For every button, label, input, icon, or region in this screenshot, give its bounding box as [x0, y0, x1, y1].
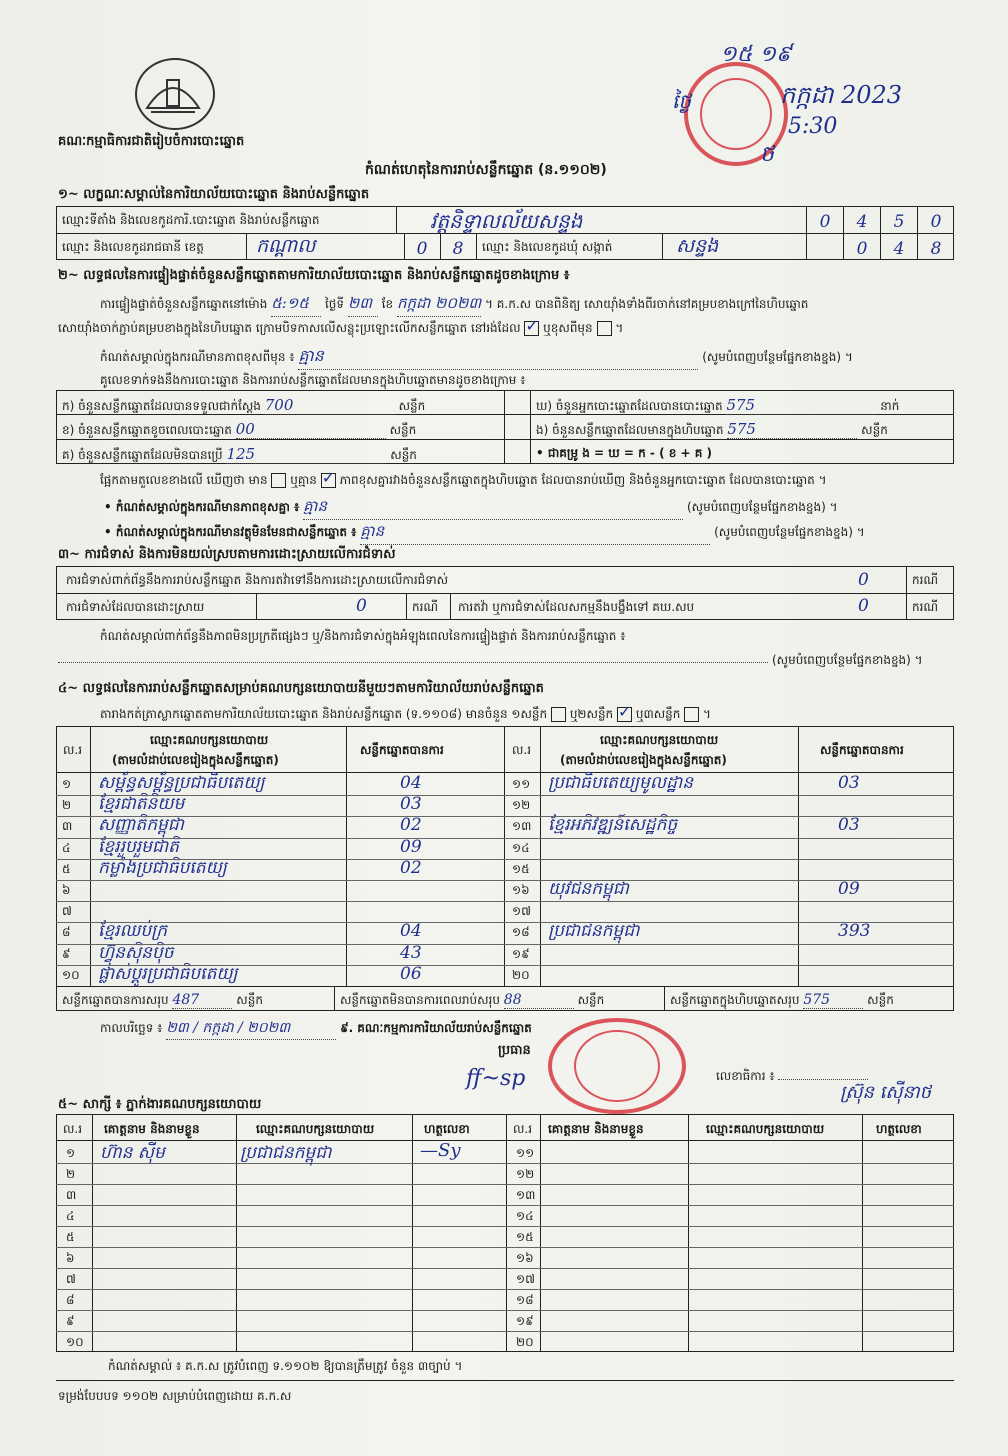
office-value: វត្តនិទ្ទាលល័យសន្ទង — [430, 209, 583, 233]
verify-line-2: សោយ៉ាំងចាក់ភ្ជាប់គម្របខាងក្នុងនៃហិបឆ្នោត ក្រោមបិទកាសលើសន្លុះប្រឡោះលើកសន្លឹកឆ្នោត នៅរង់ដែល ✓ ឬខុសពីមុន ។ — [58, 320, 623, 338]
result-row-votes: 393 — [838, 921, 871, 941]
witness-row-no: ៤ — [66, 1209, 75, 1223]
office-code-digit: 0 — [930, 212, 942, 232]
count-e: ង) ចំនួនសន្លឹកឆ្នោតដែលមានក្នុងហិបឆ្នោត 575 សន្លឹក — [536, 420, 888, 438]
col-party-sub: (តាមលំដាប់លេខរៀងក្នុងសន្លឹកឆ្នោត) — [112, 753, 279, 767]
office-code-digit: 5 — [893, 212, 905, 232]
result-row-no: ១៦ — [512, 883, 530, 897]
section2-title: ២~ លទ្ធផលនៃការផ្ទៀងផ្ទាត់ចំនួនសន្លឹកឆ្នោតតាមការិយាល័យបោះឆ្នោត និងរាប់សន្លឹកឆ្នោតដូចខាងក្រោម ៖ — [58, 268, 570, 283]
office-label: ឈ្មោះទីតាំង និងលេខកូដការិ.បោះឆ្នោត និងរាប់សន្លឹកឆ្នោត — [62, 213, 320, 227]
total-invalid: សន្លឹកឆ្នោតមិនបានការពេលរាប់សរុប 88 សន្លឹក — [340, 992, 605, 1008]
hint: (សូមបំពេញបន្ថែមផ្នែកខាងខ្នង) ។ — [772, 653, 923, 667]
witness-row-no: ៨ — [66, 1293, 75, 1307]
counts-intro: គូលេខទាក់ទងនឹងការបោះឆ្នោត និងការរាប់សន្លឹកឆ្នោតដែលមានក្នុងហិបឆ្នោតមានដូចខាងក្រោម ៖ — [100, 373, 526, 387]
result-row-no: ១៤ — [512, 841, 530, 855]
witness-row-no: ១៧ — [516, 1272, 535, 1286]
result-row-party: ខ្មែរអភិវឌ្ឍន៍សេដ្ឋកិច្ច — [548, 815, 678, 835]
date-line: កាលបរិច្ឆេទ ៖ ២៣ / កក្កដា / ២០២៣ ៩. គណៈកម្មការការិយាល័យរាប់សន្លឹកឆ្នោត — [100, 1018, 532, 1040]
witness-row-no: ៩ — [66, 1314, 75, 1328]
footer-note: កំណត់សម្គាល់ ៖ គ.ក.ស ត្រូវបំពេញ ទ.១១០២ ឱ្យបានត្រឹមត្រូវ ចំនួន ៣ច្បាប់ ។ — [108, 1359, 463, 1373]
witness-row-no: ១៣ — [516, 1188, 536, 1202]
unit-label: ករណី — [912, 573, 939, 587]
col-party: ឈ្មោះគណបក្សនយោបាយ — [600, 733, 719, 747]
result-row-party: ខ្មែរឈប់ក្រ — [98, 921, 167, 941]
stamp-handwriting-4: 5:30 — [788, 114, 838, 139]
province-code-digit: 0 — [416, 239, 428, 259]
witness-col-party: ឈ្មោះគណបក្សនយោបាយ — [706, 1122, 825, 1136]
chair-signature: ff~sp — [466, 1066, 526, 1091]
date-value: ២៣ / កក្កដា / ២០២៣ — [166, 1018, 336, 1040]
result-row-no: ១៧ — [512, 904, 531, 918]
agency-name: គណៈកម្មាធិការជាតិរៀបចំការបោះឆ្នោត — [58, 134, 245, 149]
result-row-no: ៩ — [62, 947, 71, 961]
result-row-votes: 04 — [400, 773, 422, 793]
nec-logo — [135, 58, 215, 130]
form-title: កំណត់ហេតុនៃការរាប់សន្លឹកឆ្នោត (ន.១១០២) — [365, 162, 607, 178]
bullet-foreign-object: • កំណត់សម្គាល់ក្នុងករណីមានវត្ថុមិនមែនជាសន្លឹកឆ្នោត ៖ គ្មាន (សូមបំពេញបន្ថែមផ្នែកខាងខ្នង) ។ — [104, 522, 865, 545]
result-row-no: ១៩ — [512, 947, 530, 961]
result-row-party: ខ្មែររួបរួមជាតិ — [98, 837, 179, 857]
witness-row-no: ១៨ — [516, 1293, 534, 1307]
witness-row-no: ២០ — [516, 1335, 534, 1349]
col-party: ឈ្មោះគណបក្សនយោបាយ — [150, 733, 269, 747]
result-row-votes: 02 — [400, 858, 422, 878]
result-row-party: ហ៊្វុនស៊ិនប៉ិច — [98, 943, 174, 963]
witness-col-name: គោត្តនាម និងនាមខ្លួន — [104, 1122, 200, 1136]
result-row-no: ១២ — [512, 798, 531, 812]
no-difference-checkbox[interactable] — [321, 473, 336, 488]
different-checkbox[interactable] — [597, 321, 612, 336]
escalated-value: 0 — [858, 596, 869, 616]
verify-time: ៥:១៥ — [271, 294, 321, 317]
witness-col-name: គោត្តនាម និងនាមខ្លួន — [548, 1122, 644, 1136]
count-b: ខ) ចំនួនសន្លឹកឆ្នោតខូចពេលបោះឆ្នោត 00 សន្លឹក — [62, 420, 417, 438]
stamp-handwriting-1: ១៥ ១៩ — [720, 42, 792, 67]
escalated-label: ការតវ៉ា ឬការជំទាស់ដែលសកម្មនឹងបង្ខឹងទៅ គឃ.សប — [458, 600, 695, 614]
result-row-no: ៤ — [62, 841, 71, 855]
witness-row-no: ១៤ — [516, 1209, 534, 1223]
witness-col-sign: ហត្ថលេខា — [876, 1122, 922, 1136]
col-no: ល.រ — [63, 743, 83, 757]
office-code-digit: 0 — [819, 212, 831, 232]
witness-row-no: ១២ — [516, 1167, 535, 1181]
resolved-label: ការជំទាស់ដែលបានដោះស្រាយ — [66, 600, 205, 614]
result-row-votes: 03 — [400, 794, 422, 814]
result-row-party: កម្លាំងប្រជាធិបតេយ្យ — [98, 858, 227, 878]
commune-code-digit: 8 — [930, 239, 942, 259]
result-row-party: ខ្មែរជាតិនិយម — [98, 794, 185, 814]
witness-row-no: ៧ — [66, 1272, 76, 1286]
result-row-no: ៥ — [62, 862, 71, 876]
witness-row-no: ១៩ — [516, 1314, 534, 1328]
witness-row-no: ១ — [66, 1146, 76, 1160]
section3-title: ៣~ ការជំទាស់ និងការមិនយល់ស្របតាមការដោះស្រាយលើការជំទាស់ — [58, 547, 396, 562]
witness-col-sign: ហត្ថលេខា — [424, 1122, 470, 1136]
unit-label: ករណី — [912, 600, 939, 614]
witness-1-signature: —Sy — [420, 1140, 461, 1161]
result-row-no: ១៥ — [512, 862, 530, 876]
result-row-no: ៨ — [62, 925, 71, 939]
witness-col-no: ល.រ — [63, 1122, 83, 1136]
stamp-handwriting-3: កក្កដា 2023 — [780, 81, 903, 109]
col-votes: សន្លឹកឆ្នោតបានការ — [820, 743, 904, 757]
formula: • ជាគម្រូ ង = ឃ = ក - ( ខ + គ ) — [536, 446, 713, 460]
verify-month: កក្កដា ២០២៣ — [397, 294, 481, 317]
count-a: ក) ចំនួនសន្លឹកឆ្នោតដែលបានទទួលជាក់ស្ដែង 700 សន្លឹក — [62, 396, 426, 414]
count-d: ឃ) ចំនួនអ្នកបោះឆ្នោតដែលបានបោះឆ្នោត 575 នាក់ — [536, 396, 900, 414]
difference-note: កំណត់សម្គាល់ក្នុងករណីមានភាពខុសពីមុន ៖ គ្មាន (សូមបំពេញបន្ថែមផ្នែកខាងខ្នង) ។ — [100, 345, 950, 370]
secretary-signature: ស្រ៊ុន ស៊ើនាថ — [840, 1082, 932, 1103]
three-sheets-checkbox[interactable] — [684, 707, 699, 722]
result-row-votes: 43 — [400, 943, 422, 963]
form-footer: ទម្រង់បែបបទ ១១០២ សម្រាប់បំពេញដោយ គ.ក.ស — [58, 1389, 292, 1403]
witness-row-no: ៣ — [66, 1188, 77, 1202]
result-row-votes: 09 — [400, 837, 422, 857]
result-row-votes: 03 — [838, 815, 860, 835]
result-row-votes: 02 — [400, 815, 422, 835]
count-c: គ) ចំនួនសន្លឹកឆ្នោតដែលមិនបានប្រើ 125 សន្លឹក — [62, 445, 417, 463]
result-row-votes: 03 — [838, 773, 860, 793]
total-valid: សន្លឹកឆ្នោតបានការសរុប 487 សន្លឹក — [62, 992, 263, 1008]
irregularities-note: កំណត់សម្គាល់ពាក់ព័ន្ធនឹងភាពមិនប្រក្រតីផ្សេងៗ ឬ/និងការជំទាស់ក្នុងអំឡុងពេលនៃការផ្ទៀងផ្ទាត់ និងការរាប់សន្លឹកឆ្នោត ៖ — [100, 629, 626, 643]
result-row-no: ៣ — [62, 819, 73, 833]
result-row-no: ១៣ — [512, 819, 532, 833]
result-row-no: ២០ — [512, 968, 530, 982]
result-row-party: ប្រជាជនកម្ពុជា — [548, 921, 640, 941]
compare-line: ផ្អែកតាមតួលេខខាងលើ ឃើញថា មាន ឬគ្មាន ✓ ភាពខុសគ្នារវាងចំនួនសន្លឹកឆ្នោតក្នុងហិបឆ្នោត ដែលបានរាប់ឃើញ និងចំនួនអ្នកបោះឆ្នោត ដែលបានបោះឆ្នោត ។ — [100, 472, 827, 490]
result-row-votes: 06 — [400, 964, 422, 984]
witness-1-party: ប្រជាជនកម្ពុជា — [240, 1143, 332, 1163]
difference-note-value: គ្មាន — [298, 345, 698, 370]
one-sheet-checkbox[interactable] — [551, 707, 566, 722]
chair-label: ប្រធាន — [498, 1043, 531, 1058]
result-row-votes: 09 — [838, 879, 860, 899]
witness-row-no: ១៥ — [516, 1230, 534, 1244]
result-row-party: សម្ព័ន្ធសម្ព័ន្ធប្រជាធិបតេយ្យ — [98, 773, 265, 793]
result-row-no: ២ — [62, 798, 72, 812]
witness-col-party: ឈ្មោះគណបក្សនយោបាយ — [256, 1122, 375, 1136]
result-row-party: ផ្លាស់ប្ដូរប្រជាធិបតេយ្យ — [98, 964, 238, 984]
witness-col-no: ល.រ — [513, 1122, 533, 1136]
commune-code-digit: 4 — [893, 239, 905, 259]
complaints-value: 0 — [858, 570, 869, 590]
result-row-no: ៦ — [62, 883, 71, 897]
witness-row-no: ២ — [66, 1167, 76, 1181]
witness-row-no: ១១ — [516, 1146, 535, 1160]
col-votes: សន្លឹកឆ្នោតបានការ — [360, 743, 444, 757]
unit-label: ករណី — [412, 600, 439, 614]
stamp-handwriting-5: ថ — [760, 142, 774, 167]
office-code-digit: 4 — [856, 212, 868, 232]
verify-day: ២៣ — [348, 294, 378, 317]
witness-row-no: ៥ — [66, 1230, 75, 1244]
same-checkbox[interactable] — [524, 321, 539, 336]
commune-value: សន្ទង — [676, 235, 719, 257]
complaints-label: ការជំទាស់ពាក់ព័ន្ធនឹងការរាប់សន្លឹកឆ្នោត និងការតវ៉ាទៅនឹងការដោះស្រាយលើការជំទាស់ — [66, 573, 449, 587]
result-row-no: ១០ — [62, 968, 80, 982]
stamp-handwriting-2: ថ្ងៃ — [672, 89, 692, 113]
has-difference-checkbox[interactable] — [271, 473, 286, 488]
commune-label: ឈ្មោះ និងលេខកូដឃុំ សង្កាត់ — [482, 240, 613, 254]
resolved-value: 0 — [356, 596, 367, 616]
result-row-no: ១១ — [512, 777, 531, 791]
bullet-difference: • កំណត់សម្គាល់ក្នុងករណីមានភាពខុសគ្នា ៖ គ្មាន (សូមបំពេញបន្ថែមផ្នែកខាងខ្នង) ។ — [104, 497, 838, 520]
col-party-sub: (តាមលំដាប់លេខរៀងក្នុងសន្លឹកឆ្នោត) — [560, 753, 727, 767]
tally-sheets-line: តារាងកត់ត្រាស្លាកឆ្នោតតាមការិយាល័យបោះឆ្នោត និងរាប់សន្លឹកឆ្នោត (ទ.១១០៨) មានចំនួន ១សន្លឹក ឬ២សន្លឹក ✓ ឬ៣សន្លឹក ។ — [100, 706, 711, 724]
col-no: ល.រ — [512, 743, 532, 757]
witness-row-no: ៦ — [66, 1251, 75, 1265]
section5-title: ៥~ សាក្សី ៖ ភ្នាក់ងារគណបក្សនយោបាយ — [58, 1097, 262, 1112]
secretary-line: លេខាធិការ ៖ — [716, 1068, 868, 1086]
witness-table — [56, 1114, 954, 1352]
province-code-digit: 8 — [452, 239, 464, 259]
result-row-no: ១ — [62, 777, 72, 791]
verify-line-1: ការផ្ទៀងផ្ទាត់ចំនួនសន្លឹកឆ្នោតនៅម៉ោង ៥:១៥ ថ្ងៃទី ២៣ ខែ កក្កដា ២០២៣ ។ គ.ក.ស បានពិនិត្យ សោយ៉ាំងទាំងពីរចាក់នៅគម្របខាងក្រៅនៃហិបឆ្នោត — [100, 294, 808, 317]
commune-code-digit: 0 — [856, 239, 868, 259]
result-row-party: យុវជនកម្ពុជា — [548, 879, 629, 899]
province-label: ឈ្មោះ និងលេខកូដរាជធានី ខេត្ត — [62, 240, 204, 254]
result-row-no: ១៨ — [512, 925, 530, 939]
result-row-votes: 04 — [400, 921, 422, 941]
witness-row-no: ១០ — [66, 1335, 84, 1349]
official-stamp-bottom — [548, 1018, 686, 1114]
witness-1-name: ហ៊ាន ស៊ីម — [100, 1143, 165, 1163]
two-sheets-checkbox[interactable] — [617, 707, 632, 722]
section4-title: ៤~ លទ្ធផលនៃការរាប់សន្លឹកឆ្នោតសម្រាប់គណបក្សនយោបាយនីមួយៗតាមការិយាល័យរាប់សន្លឹកឆ្នោត — [58, 681, 544, 696]
total-in-box: សន្លឹកឆ្នោតក្នុងហិបឆ្នោតសរុប 575 សន្លឹក — [670, 992, 894, 1008]
province-value: កណ្ដាល — [256, 235, 316, 257]
witness-row-no: ១៦ — [516, 1251, 534, 1265]
result-row-no: ៧ — [62, 904, 72, 918]
section1-title: ១~ លក្ខណៈសម្គាល់នៃការិយាល័យបោះឆ្នោត និងរាប់សន្លឹកឆ្នោត — [58, 187, 370, 202]
result-row-party: ប្រជាធិបតេយ្យមូលដ្ឋាន — [548, 773, 694, 793]
result-row-party: សញ្ញាតិកម្ពុជា — [98, 815, 184, 835]
